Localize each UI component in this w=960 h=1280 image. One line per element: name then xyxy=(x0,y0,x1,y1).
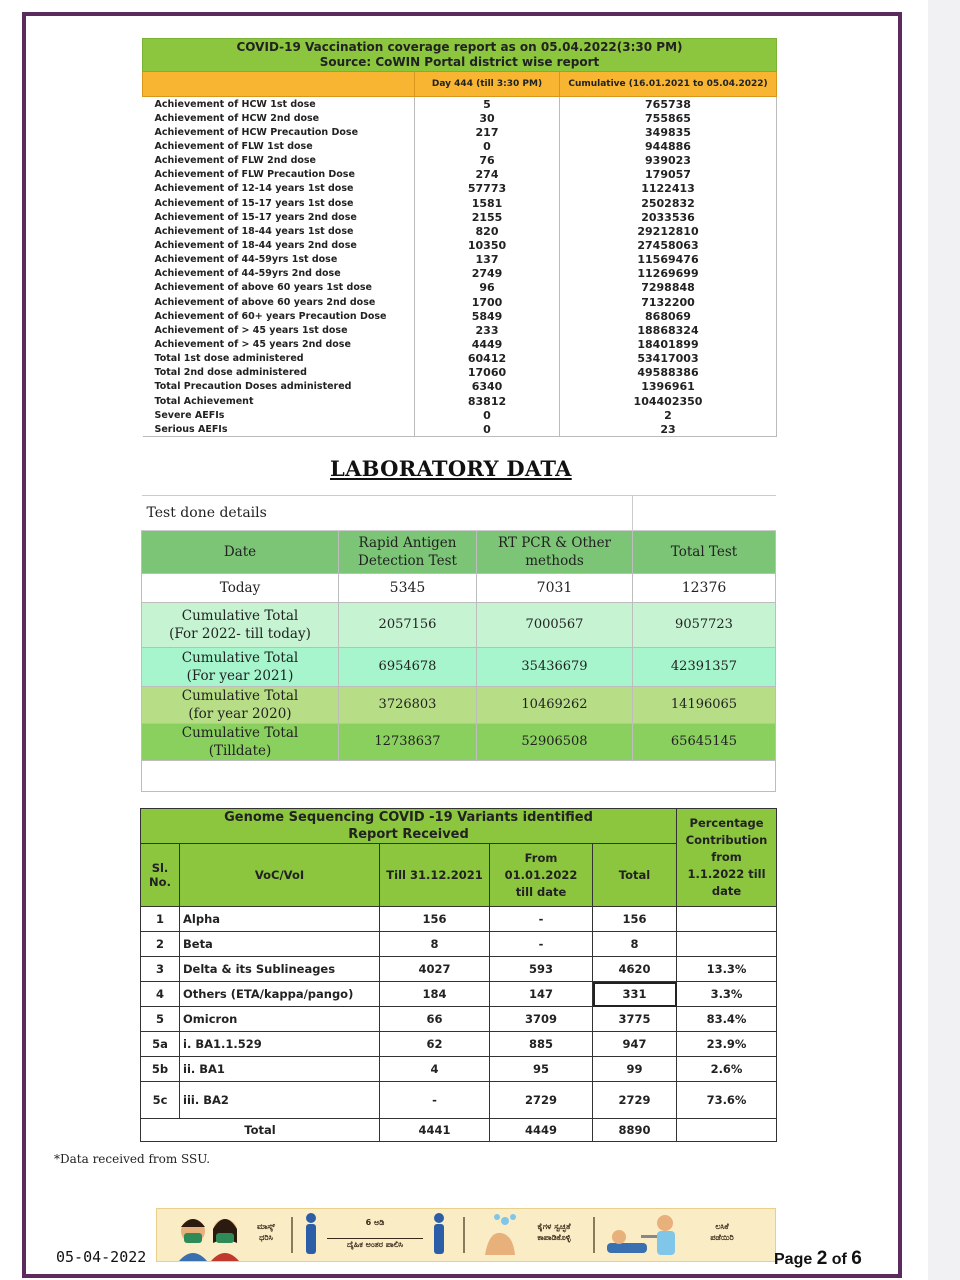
lab-col-rapid-line2: Detection Test xyxy=(358,553,457,569)
vaccination-row-label: Achievement of HCW Precaution Dose xyxy=(143,125,415,139)
page-prefix: Page xyxy=(774,1251,817,1268)
vaccination-row xyxy=(143,210,777,224)
lab-total-value: 65645145 xyxy=(633,724,776,761)
genome-row-pct: 13.3% xyxy=(677,957,777,982)
page-of: of xyxy=(827,1251,852,1268)
vaccination-row xyxy=(143,139,777,153)
banner-distance-text xyxy=(323,1217,427,1250)
genome-row xyxy=(141,1082,777,1119)
genome-row-total: 8 xyxy=(593,932,677,957)
vaccination-row xyxy=(143,97,777,112)
vaccination-row xyxy=(143,352,777,366)
genome-row xyxy=(141,1007,777,1032)
distance-arrow-icon xyxy=(327,1228,423,1239)
lab-rapid-value: 6954678 xyxy=(339,648,477,687)
vaccination-day-value: 6340 xyxy=(415,380,560,394)
genome-row-slno: 5 xyxy=(141,1007,180,1032)
genome-row-from: 2729 xyxy=(490,1082,593,1119)
vaccination-row xyxy=(143,408,777,422)
genome-row-name: ii. BA1 xyxy=(180,1057,380,1082)
lab-col-rapid xyxy=(339,531,477,574)
genome-row-pct: 83.4% xyxy=(677,1007,777,1032)
genome-col-percentage xyxy=(677,809,777,907)
covid-guidelines-banner xyxy=(156,1208,776,1262)
banner-distance-line2: ದೈಹಿಕ ಅಂತರ ಪಾಲಿಸಿ xyxy=(346,1240,404,1249)
vaccination-day-value: 57773 xyxy=(415,182,560,196)
genome-row-name: iii. BA2 xyxy=(180,1082,380,1119)
lab-rtpcr-value: 35436679 xyxy=(477,648,633,687)
vaccination-row xyxy=(143,281,777,295)
vaccination-day-value: 76 xyxy=(415,154,560,168)
vaccination-cumulative-value: 2 xyxy=(560,408,777,422)
viewer-side-strip xyxy=(928,0,960,1280)
vaccination-day-value: 137 xyxy=(415,253,560,267)
lab-rtpcr-value: 10469262 xyxy=(477,687,633,724)
genome-col-slno-line2: No. xyxy=(149,875,171,889)
lab-row-label-line2: (Tilldate) xyxy=(208,743,272,759)
vaccination-col-day: Day 444 (till 3:30 PM) xyxy=(415,72,560,97)
vaccination-row xyxy=(143,196,777,210)
hand-wash-icon xyxy=(475,1209,525,1261)
banner-vaccine-line2: ಪಡೆಯಿರಿ xyxy=(710,1233,734,1242)
vaccination-row-label: Achievement of above 60 years 1st dose xyxy=(143,281,415,295)
vaccination-row-label: Achievement of 60+ years Precaution Dose xyxy=(143,309,415,323)
genome-row-from: 885 xyxy=(490,1032,593,1057)
lab-blank-row xyxy=(142,761,776,792)
genome-title: Genome Sequencing COVID -19 Variants identified xyxy=(141,809,677,827)
genome-row-name: Omicron xyxy=(180,1007,380,1032)
lab-rtpcr-value: 52906508 xyxy=(477,724,633,761)
vaccination-day-value: 2749 xyxy=(415,267,560,281)
genome-row-from: - xyxy=(490,907,593,932)
vaccination-title xyxy=(143,39,777,72)
lab-total-value: 14196065 xyxy=(633,687,776,724)
vaccination-row-label: Total 1st dose administered xyxy=(143,352,415,366)
genome-col-from-line2: 01.01.2022 xyxy=(504,867,578,882)
vaccination-row-label: Achievement of 15-17 years 2nd dose xyxy=(143,210,415,224)
banner-separator xyxy=(463,1217,465,1253)
genome-col-pct-line2: Contribution xyxy=(685,833,768,847)
genome-total-row xyxy=(141,1119,777,1142)
lab-rapid-value: 3726803 xyxy=(339,687,477,724)
report-date: 05-04-2022 xyxy=(56,1248,147,1266)
banner-wash-line2: ಕಾಪಾಡಿಕೊಳ್ಳಿ xyxy=(537,1233,571,1242)
genome-row-name: Beta xyxy=(180,932,380,957)
genome-row-slno: 5b xyxy=(141,1057,180,1082)
lab-row xyxy=(142,687,776,724)
lab-total-value: 42391357 xyxy=(633,648,776,687)
vaccination-day-value: 1700 xyxy=(415,295,560,309)
vaccination-row-label: Total Precaution Doses administered xyxy=(143,380,415,394)
vaccination-row xyxy=(143,267,777,281)
lab-row-label-line1: Cumulative Total xyxy=(181,725,299,741)
lab-caption: Test done details xyxy=(142,496,477,531)
vaccination-day-value: 1581 xyxy=(415,196,560,210)
vaccination-row-label: Achievement of 18-44 years 1st dose xyxy=(143,224,415,238)
laboratory-table xyxy=(141,495,776,792)
genome-row-total: 331 xyxy=(593,982,677,1007)
lab-row-label: Today xyxy=(142,574,339,603)
lab-row xyxy=(142,574,776,603)
page-current: 2 xyxy=(816,1248,828,1269)
lab-total-value: 9057723 xyxy=(633,603,776,648)
vaccination-cumulative-value: 868069 xyxy=(560,309,777,323)
genome-row-total: 947 xyxy=(593,1032,677,1057)
genome-row-from: - xyxy=(490,932,593,957)
genome-row-total: 4620 xyxy=(593,957,677,982)
genome-row-slno: 5c xyxy=(141,1082,180,1119)
vaccination-cumulative-value: 349835 xyxy=(560,125,777,139)
genome-row-from: 3709 xyxy=(490,1007,593,1032)
vaccination-header-blank xyxy=(143,72,415,97)
genome-total-from: 4449 xyxy=(490,1119,593,1142)
genome-col-slno xyxy=(141,844,180,907)
vaccination-cumulative-value: 23 xyxy=(560,422,777,437)
lab-rapid-value: 5345 xyxy=(339,574,477,603)
vaccination-day-value: 10350 xyxy=(415,238,560,252)
genome-row-name: Delta & its Sublineages xyxy=(180,957,380,982)
vaccination-row xyxy=(143,253,777,267)
vaccination-day-value: 60412 xyxy=(415,352,560,366)
lab-row-label-line2: (For year 2021) xyxy=(186,668,294,684)
vaccination-day-value: 4449 xyxy=(415,337,560,351)
genome-col-from-line3: till date xyxy=(515,884,567,899)
lab-row-label-line1: Cumulative Total xyxy=(181,688,299,704)
banner-separator xyxy=(593,1217,595,1253)
vaccination-day-value: 30 xyxy=(415,111,560,125)
vaccination-cumulative-value: 755865 xyxy=(560,111,777,125)
person-icon xyxy=(301,1209,321,1261)
genome-row xyxy=(141,1032,777,1057)
vaccination-cumulative-value: 7298848 xyxy=(560,281,777,295)
genome-col-total: Total xyxy=(593,844,677,907)
vaccination-day-value: 83812 xyxy=(415,394,560,408)
vaccination-row xyxy=(143,295,777,309)
lab-row xyxy=(142,648,776,687)
page-total: 6 xyxy=(851,1248,862,1269)
vaccination-day-value: 274 xyxy=(415,168,560,182)
vaccination-row-label: Achievement of > 45 years 2nd dose xyxy=(143,337,415,351)
genome-row-till: 4027 xyxy=(380,957,490,982)
vaccination-day-value: 2155 xyxy=(415,210,560,224)
vaccination-row xyxy=(143,323,777,337)
lab-row xyxy=(142,603,776,648)
genome-row-slno: 4 xyxy=(141,982,180,1007)
vaccination-row-label: Achievement of 12-14 years 1st dose xyxy=(143,182,415,196)
genome-row-pct: 3.3% xyxy=(677,982,777,1007)
lab-row-label-line1: Cumulative Total xyxy=(181,650,299,666)
genome-col-from xyxy=(490,844,593,907)
genome-row xyxy=(141,932,777,957)
lab-col-rtpcr xyxy=(477,531,633,574)
genome-row-pct: 2.6% xyxy=(677,1057,777,1082)
vaccination-day-value: 0 xyxy=(415,422,560,437)
vaccination-title-line1: COVID-19 Vaccination coverage report as on 05.04.2022(3:30 PM) xyxy=(236,40,683,54)
vaccination-row xyxy=(143,309,777,323)
genome-total-pct xyxy=(677,1119,777,1142)
lab-col-date: Date xyxy=(142,531,339,574)
lab-row-label-line1: Cumulative Total xyxy=(181,608,299,624)
vaccination-row xyxy=(143,366,777,380)
genome-col-pct-line4: 1.1.2022 till xyxy=(687,867,766,881)
lab-blank-cell xyxy=(142,761,776,792)
genome-row-total: 2729 xyxy=(593,1082,677,1119)
vaccination-cumulative-value: 7132200 xyxy=(560,295,777,309)
vaccination-icon xyxy=(601,1209,693,1261)
vaccination-cumulative-value: 53417003 xyxy=(560,352,777,366)
genome-col-till: Till 31.12.2021 xyxy=(380,844,490,907)
genome-col-from-line1: From xyxy=(524,850,558,865)
vaccination-row xyxy=(143,380,777,394)
vaccination-row-label: Achievement of FLW Precaution Dose xyxy=(143,168,415,182)
vaccination-row xyxy=(143,168,777,182)
vaccination-table xyxy=(142,38,777,437)
vaccination-row-label: Achievement of above 60 years 2nd dose xyxy=(143,295,415,309)
vaccination-day-value: 0 xyxy=(415,139,560,153)
lab-col-rapid-line1: Rapid Antigen xyxy=(358,535,457,551)
vaccination-col-cumulative: Cumulative (16.01.2021 to 05.04.2022) xyxy=(560,72,777,97)
banner-vaccine-line1: ಲಸಿಕೆ xyxy=(715,1222,729,1231)
genome-col-pct-line1: Percentage xyxy=(689,816,764,830)
vaccination-cumulative-value: 2502832 xyxy=(560,196,777,210)
vaccination-row xyxy=(143,125,777,139)
vaccination-title-line2: Source: CoWIN Portal district wise report xyxy=(319,55,600,69)
vaccination-row-label: Achievement of 15-17 years 1st dose xyxy=(143,196,415,210)
vaccination-day-value: 217 xyxy=(415,125,560,139)
vaccination-day-value: 233 xyxy=(415,323,560,337)
vaccination-row-label: Achievement of HCW 2nd dose xyxy=(143,111,415,125)
vaccination-row-label: Total 2nd dose administered xyxy=(143,366,415,380)
genome-row-till: 156 xyxy=(380,907,490,932)
lab-row-label-line2: (for year 2020) xyxy=(188,706,292,722)
genome-total-till: 4441 xyxy=(380,1119,490,1142)
banner-wash-line1: ಕೈಗಳ ಸ್ವಚ್ಛತೆ xyxy=(537,1222,571,1231)
banner-separator xyxy=(291,1217,293,1253)
genome-total-label: Total xyxy=(141,1119,380,1142)
genome-row xyxy=(141,1057,777,1082)
lab-col-rtpcr-line1: RT PCR & Other xyxy=(497,535,612,551)
vaccination-cumulative-value: 18401899 xyxy=(560,337,777,351)
vaccination-row xyxy=(143,224,777,238)
lab-caption-row xyxy=(142,496,776,531)
genome-row-till: 184 xyxy=(380,982,490,1007)
genome-row-slno: 3 xyxy=(141,957,180,982)
vaccination-row xyxy=(143,394,777,408)
vaccination-day-value: 820 xyxy=(415,224,560,238)
lab-row-label xyxy=(142,687,339,724)
lab-caption-empty xyxy=(633,496,776,531)
lab-col-rtpcr-line2: methods xyxy=(525,553,584,569)
vaccination-cumulative-value: 29212810 xyxy=(560,224,777,238)
vaccination-cumulative-value: 179057 xyxy=(560,168,777,182)
vaccination-title-row xyxy=(143,39,777,72)
vaccination-cumulative-value: 18868324 xyxy=(560,323,777,337)
genome-row-total: 99 xyxy=(593,1057,677,1082)
genome-row xyxy=(141,907,777,932)
vaccination-cumulative-value: 939023 xyxy=(560,154,777,168)
lab-total-value: 12376 xyxy=(633,574,776,603)
genome-row-till: 4 xyxy=(380,1057,490,1082)
vaccination-cumulative-value: 1122413 xyxy=(560,182,777,196)
banner-mask-text xyxy=(249,1221,283,1243)
banner-mask-line1: ಮಾಸ್ಕ್ xyxy=(256,1222,276,1231)
vaccination-row-label: Achievement of 44-59yrs 1st dose xyxy=(143,253,415,267)
vaccination-day-value: 0 xyxy=(415,408,560,422)
genome-row-from: 147 xyxy=(490,982,593,1007)
vaccination-cumulative-value: 765738 xyxy=(560,97,777,112)
lab-row-label xyxy=(142,648,339,687)
lab-caption-empty xyxy=(477,496,633,531)
vaccination-cumulative-value: 944886 xyxy=(560,139,777,153)
lab-row-label xyxy=(142,603,339,648)
vaccination-day-value: 5 xyxy=(415,97,560,112)
genome-row-till: 66 xyxy=(380,1007,490,1032)
genome-row-name: i. BA1.1.529 xyxy=(180,1032,380,1057)
vaccination-row xyxy=(143,182,777,196)
lab-rtpcr-value: 7031 xyxy=(477,574,633,603)
laboratory-heading: LABORATORY DATA xyxy=(330,456,572,481)
banner-mask-line2: ಧರಿಸಿ xyxy=(259,1233,273,1242)
lab-row-label xyxy=(142,724,339,761)
lab-row xyxy=(142,724,776,761)
vaccination-cumulative-value: 11569476 xyxy=(560,253,777,267)
page-number xyxy=(774,1248,862,1270)
vaccination-cumulative-value: 27458063 xyxy=(560,238,777,252)
genome-row-slno: 2 xyxy=(141,932,180,957)
genome-col-pct-line5: date xyxy=(711,884,742,898)
vaccination-row xyxy=(143,111,777,125)
banner-distance-line1: 6 ಅಡಿ xyxy=(365,1218,385,1227)
banner-wash-text xyxy=(523,1221,585,1243)
vaccination-day-value: 5849 xyxy=(415,309,560,323)
genome-table xyxy=(140,808,777,1142)
data-source-note: *Data received from SSU. xyxy=(54,1152,211,1166)
lab-rapid-value: 2057156 xyxy=(339,603,477,648)
genome-row-pct xyxy=(677,907,777,932)
genome-row-name: Alpha xyxy=(180,907,380,932)
lab-row-label-line2: (For 2022- till today) xyxy=(169,626,311,642)
genome-total-total: 8890 xyxy=(593,1119,677,1142)
genome-row-pct: 73.6% xyxy=(677,1082,777,1119)
genome-report-received: Report Received xyxy=(141,826,677,844)
genome-row-till: 8 xyxy=(380,932,490,957)
genome-row xyxy=(141,982,777,1007)
genome-col-voc: VoC/VoI xyxy=(180,844,380,907)
genome-row-till: 62 xyxy=(380,1032,490,1057)
lab-rapid-value: 12738637 xyxy=(339,724,477,761)
vaccination-day-value: 17060 xyxy=(415,366,560,380)
vaccination-row-label: Achievement of FLW 1st dose xyxy=(143,139,415,153)
genome-row-from: 95 xyxy=(490,1057,593,1082)
banner-vaccine-text xyxy=(697,1221,747,1243)
vaccination-day-value: 96 xyxy=(415,281,560,295)
vaccination-row-label: Achievement of 44-59yrs 2nd dose xyxy=(143,267,415,281)
mask-faces-icon xyxy=(175,1209,245,1261)
vaccination-cumulative-value: 2033536 xyxy=(560,210,777,224)
lab-header-row xyxy=(142,531,776,574)
person-icon xyxy=(429,1209,449,1261)
vaccination-row-label: Total Achievement xyxy=(143,394,415,408)
vaccination-row xyxy=(143,154,777,168)
genome-title-row xyxy=(141,809,777,827)
vaccination-row-label: Serious AEFIs xyxy=(143,422,415,437)
vaccination-cumulative-value: 49588386 xyxy=(560,366,777,380)
genome-col-pct-line3: from xyxy=(711,850,742,864)
vaccination-row xyxy=(143,238,777,252)
vaccination-row-label: Achievement of 18-44 years 2nd dose xyxy=(143,238,415,252)
genome-col-slno-line1: Sl. xyxy=(151,861,169,875)
vaccination-row-label: Achievement of HCW 1st dose xyxy=(143,97,415,112)
lab-rtpcr-value: 7000567 xyxy=(477,603,633,648)
genome-row-pct xyxy=(677,932,777,957)
vaccination-cumulative-value: 1396961 xyxy=(560,380,777,394)
vaccination-cumulative-value: 104402350 xyxy=(560,394,777,408)
genome-row-name: Others (ETA/kappa/pango) xyxy=(180,982,380,1007)
genome-row-total: 3775 xyxy=(593,1007,677,1032)
lab-col-total: Total Test xyxy=(633,531,776,574)
vaccination-row-label: Achievement of > 45 years 1st dose xyxy=(143,323,415,337)
vaccination-header-row xyxy=(143,72,777,97)
genome-row-slno: 5a xyxy=(141,1032,180,1057)
vaccination-row-label: Achievement of FLW 2nd dose xyxy=(143,154,415,168)
genome-row-total: 156 xyxy=(593,907,677,932)
vaccination-row xyxy=(143,422,777,437)
genome-row-slno: 1 xyxy=(141,907,180,932)
vaccination-row xyxy=(143,337,777,351)
genome-row-from: 593 xyxy=(490,957,593,982)
vaccination-row-label: Severe AEFIs xyxy=(143,408,415,422)
genome-row-pct: 23.9% xyxy=(677,1032,777,1057)
genome-row xyxy=(141,957,777,982)
genome-row-till: - xyxy=(380,1082,490,1119)
vaccination-cumulative-value: 11269699 xyxy=(560,267,777,281)
